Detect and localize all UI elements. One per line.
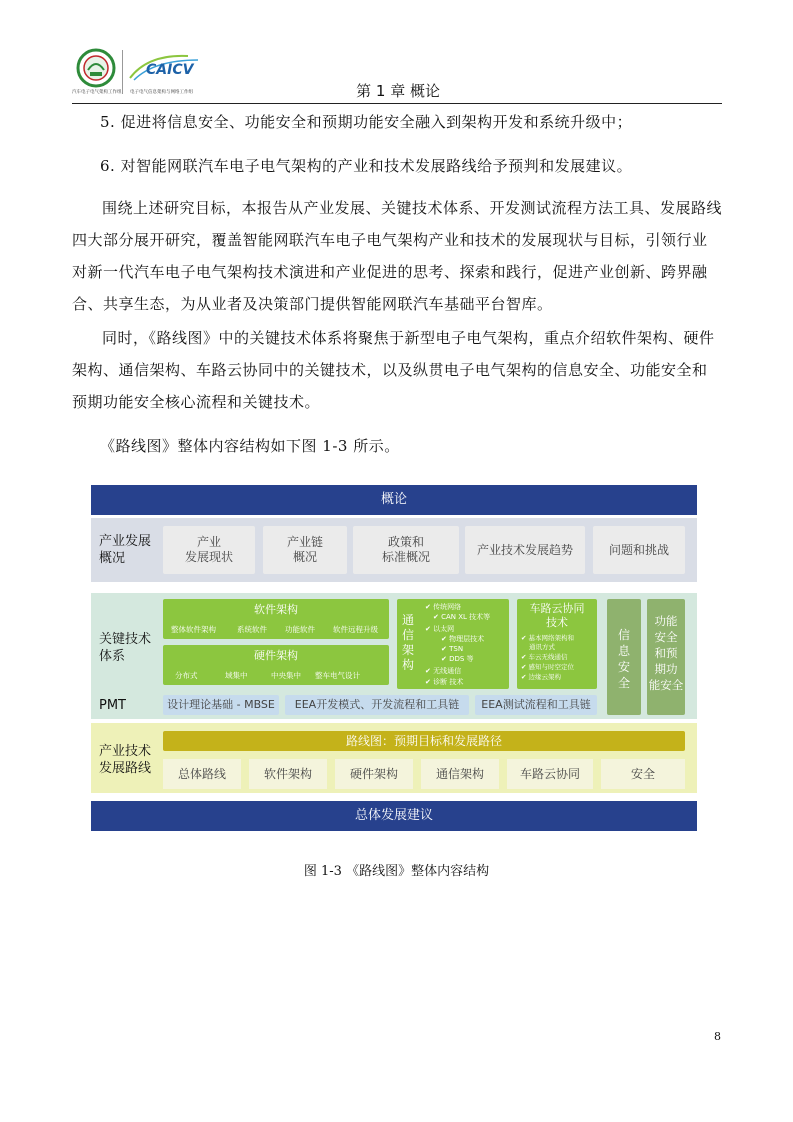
hardware-arch-title: 硬件架构 — [254, 649, 298, 662]
eea-dev-process-box: EEA开发模式、开发流程和工具链 — [285, 695, 469, 715]
software-item: 系统软件 — [237, 625, 267, 634]
comm-arch-title: 通 信 架 构 — [401, 613, 414, 672]
caicv-logo-icon — [128, 50, 208, 84]
problems-box: 问题和挑战 — [593, 526, 685, 574]
v2x-item: ✔ 感知与时空定位 — [521, 663, 575, 671]
hardware-arch-box — [163, 645, 389, 685]
chapter-title: 第 1 章 概论 — [356, 82, 440, 100]
v2x-item: 通讯方式 — [529, 643, 555, 651]
v2x-item: ✔ 车云无线通信 — [521, 653, 568, 661]
industry-section — [91, 518, 697, 582]
comm-item: ✔ 无线通信 — [425, 667, 462, 675]
hardware-item: 域集中 — [225, 671, 248, 680]
key-tech-label: 关键技术 体系 — [99, 632, 152, 664]
logo2-caption: 电子电气信息架构与网络工作组 — [130, 90, 193, 95]
caev-logo-icon — [76, 48, 116, 88]
roadmap-item: 总体路线 — [163, 759, 241, 789]
figure-caption: 图 1-3 《路线图》整体内容结构 — [303, 864, 490, 879]
comm-item: ✔ TSN — [441, 645, 464, 653]
comm-item: ✔ DDS 等 — [441, 655, 474, 663]
mbse-box: 设计理论基础 - MBSE — [163, 695, 279, 715]
comm-item: ✔ CAN XL 技术等 — [433, 613, 491, 621]
comm-item: ✔ 传统网络 — [425, 603, 462, 611]
overview-bar: 概论 — [91, 485, 697, 515]
software-item: 功能软件 — [285, 625, 315, 634]
page-header — [72, 42, 722, 104]
industry-status-box: 产业 发展现状 — [163, 526, 255, 574]
roadmap-item: 通信架构 — [421, 759, 499, 789]
v2x-item: ✔ 基本网络架构和 — [521, 634, 575, 642]
roadmap-item: 软件架构 — [249, 759, 327, 789]
roadmap-structure-diagram — [91, 485, 697, 832]
roadmap-item: 硬件架构 — [335, 759, 413, 789]
paragraph-figure-ref: 《路线图》整体内容结构如下图 1-3 所示。 — [100, 437, 400, 455]
logo-divider — [122, 50, 123, 94]
roadmap-section — [91, 723, 697, 793]
v2x-arch-box — [517, 599, 597, 689]
industry-chain-box: 产业链 概况 — [263, 526, 347, 574]
v2x-arch-title: 车路云协同 技术 — [529, 602, 585, 629]
roadmap-bar: 路线图：预期目标和发展路径 — [163, 731, 685, 751]
paragraph-research: 围绕上述研究目标，本报告从产业发展、关键技术体系、开发测试流程方法工具、发展路线四大部分展开研究，覆盖智能网联汽车电子电气架构产业和技术的发展现状与目标，引领行业对新一代汽车电子电气架构技术演进和产业促进的思考、探索和践行，促进产业创新、跨界融合、共享生态，为从业者及决策部门提供智能网联汽车基础平台智库。 — [72, 199, 723, 313]
hardware-item: 中央集中 — [271, 671, 301, 680]
info-security-column: 信 息 安 全 — [607, 599, 641, 715]
software-item: 软件远程升级 — [333, 625, 378, 634]
key-tech-section — [91, 593, 697, 719]
hardware-item: 分布式 — [175, 671, 198, 680]
comm-item: ✔ 物理层技术 — [441, 635, 485, 643]
overall-advice-bar: 总体发展建议 — [91, 801, 697, 831]
pmt-label: PMT — [99, 698, 126, 713]
list-item-5: 5. 促进将信息安全、功能安全和预期功能安全融入到架构开发和系统升级中； — [100, 113, 633, 131]
industry-label: 产业发展 概况 — [99, 534, 152, 566]
roadmap-item: 安全 — [601, 759, 685, 789]
eea-test-process-box: EEA测试流程和工具链 — [475, 695, 597, 715]
functional-safety-column: 功能 安全 和预 期功 能安全 — [647, 599, 685, 715]
page-number: 8 — [714, 1030, 721, 1043]
comm-item: ✔ 以太网 — [425, 625, 455, 633]
roadmap-label: 产业技术 发展路线 — [99, 744, 152, 776]
roadmap-item: 车路云协同 — [507, 759, 593, 789]
software-item: 整体软件架构 — [171, 625, 216, 634]
tech-trend-box: 产业技术发展趋势 — [465, 526, 585, 574]
hardware-item: 整车电气设计 — [315, 671, 360, 680]
logo2-text: CAICV — [146, 62, 194, 78]
software-arch-title: 软件架构 — [254, 603, 298, 616]
list-item-6: 6. 对智能网联汽车电子电气架构的产业和技术发展路线给予预判和发展建议。 — [100, 157, 633, 175]
comm-arch-box — [397, 599, 509, 689]
comm-item: ✔ 诊断 技术 — [425, 678, 464, 686]
paragraph-key-tech: 同时，《路线图》中的关键技术体系将聚焦于新型电子电气架构，重点介绍软件架构、硬件架构、通信架构、车路云协同中的关键技术，以及纵贯电子电气架构的信息安全、功能安全和预期功能安全核心流程和关键技术。 — [72, 329, 715, 411]
software-arch-box — [163, 599, 389, 639]
logo1-caption: 汽车电子电气架构工作组 — [72, 90, 122, 95]
v2x-item: ✔ 边缘云架构 — [521, 673, 562, 681]
policy-standard-box: 政策和 标准概况 — [353, 526, 459, 574]
